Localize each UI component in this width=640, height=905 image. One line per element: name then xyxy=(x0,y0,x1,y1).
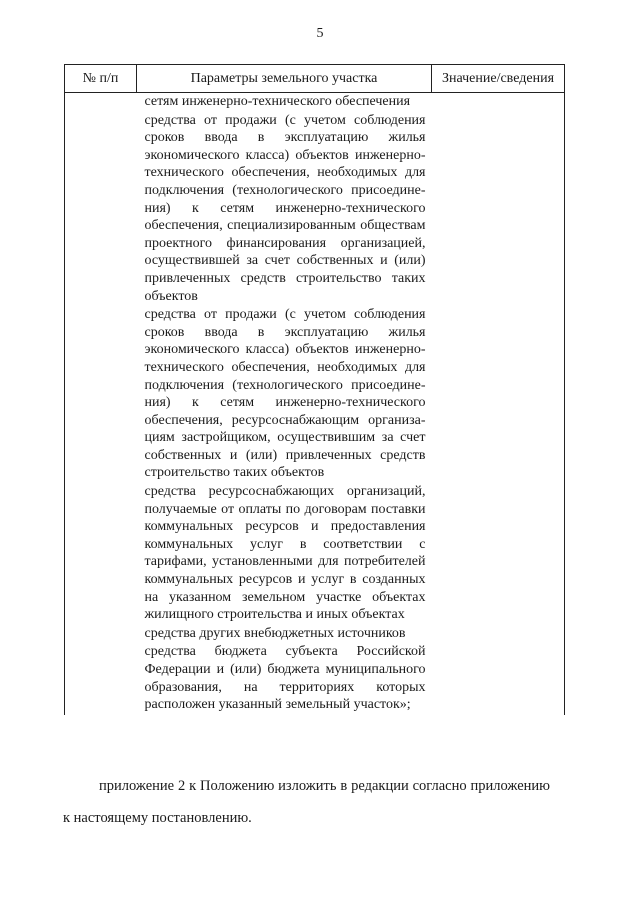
column-header-number: № п/п xyxy=(65,65,137,93)
table-header-row xyxy=(65,65,565,93)
closing-paragraph: приложение 2 к Положению изложить в редакции согласно приложению к настоящему постановлению. xyxy=(63,778,550,826)
table-row xyxy=(65,93,565,715)
parameters-table xyxy=(64,64,564,715)
parameter-paragraph: средства других внебюджетных источников xyxy=(144,625,406,641)
value-cell xyxy=(432,93,565,715)
parameters-cell xyxy=(137,93,432,715)
number-cell xyxy=(65,93,137,715)
parameter-paragraph: средства ресурсоснабжающих организаций, получаемые от оплаты по договорам поставки коммунальных ресурсов и предоставления коммунальных услуг в соответствии с тарифами, установленными для потребителей коммунальных ресурсов и услуг в созданных на указанном земельном участке объектах жилищного строительства и иных объектах xyxy=(144,484,426,623)
parameter-paragraph: средства бюджета субъекта Российской Федерации и (или) бюджета муниципального образования, на территориях которых расположен указанный земельный участок»; xyxy=(144,644,426,713)
column-header-parameters: Параметры земельного участка xyxy=(137,65,432,93)
parameter-paragraph: средства от продажи (с учетом соблюдения сроков ввода в эксплуатацию жилья экономического класса) объектов инженерно-технического обеспечения, необходимых для подключения (технологического присоедине-ния) к сетям инженерно-технического обеспечения, специализированным обществам проектного финансирования организацией, осуществившей за счет собственных и (или) привлеченных средств строительство таких объектов xyxy=(144,112,426,304)
page-number: 5 xyxy=(316,26,324,41)
column-header-value: Значение/сведения xyxy=(432,65,565,93)
parameter-paragraph: средства от продажи (с учетом соблюдения сроков ввода в эксплуатацию жилья экономического класса) объектов инженерно-технического обеспечения, необходимых для подключения (технологического присоедине-ния) к сетям инженерно-технического обеспечения, ресурсоснабжающим организа-циям застройщиком, осуществившим за счет собственных и (или) привлеченных средств строительство таких объектов xyxy=(144,307,426,481)
parameter-paragraph: сетям инженерно-технического обеспечения xyxy=(144,94,411,109)
